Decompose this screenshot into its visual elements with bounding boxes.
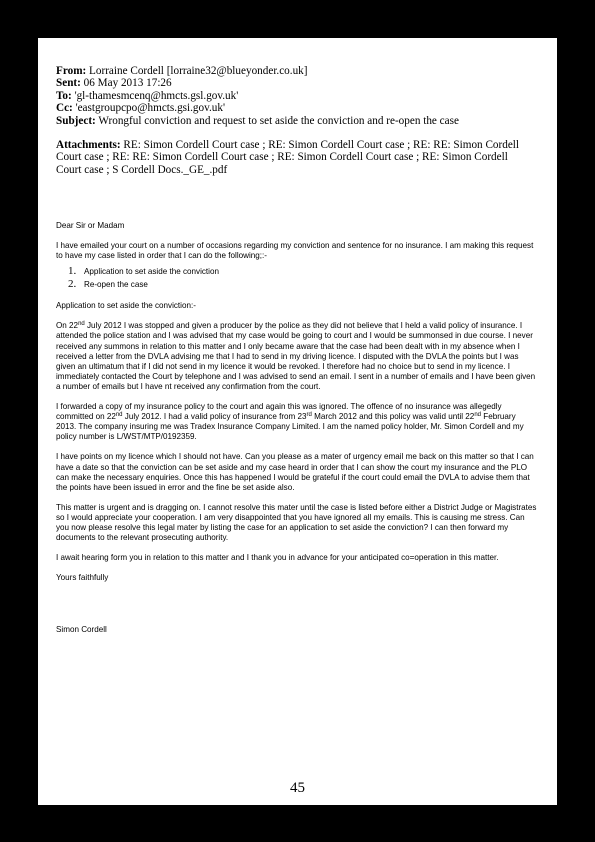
intro-paragraph: I have emailed your court on a number of occasions regarding my conviction and sentence for no insurance. I am making this request to have my case listed in order that I can do the following;:- (56, 241, 534, 261)
sent-value: 06 May 2013 17:26 (83, 77, 172, 90)
from-row: From: Lorraine Cordell [lorraine32@blueyonder.co.uk] (56, 65, 308, 77)
email-header (56, 65, 536, 176)
signature: Simon Cordell (56, 625, 107, 635)
cc-row: Cc: 'eastgroupcpo@hmcts.gsi.gov.uk' (56, 102, 225, 115)
from-value: Lorraine Cordell [lorraine32@blueyonder.co.uk] (89, 65, 308, 77)
to-value: 'gl-thamesmcenq@hmcts.gsl.gov.uk' (74, 89, 239, 102)
page-number: 45 (290, 780, 305, 796)
paragraph-1: On 22nd July 2012 I was stopped and given a producer by the police as they did not believe that I held a valid policy of insurance. I attended the police station and I was advised that my case would be going to court and I would be summonsed in due course. I never received any summons in relation to this matter and I only became aware that the case had been dealt with in my absence when I received a letter from the DVLA advising me that I had to send in my driving licence. I disputed with the DVLA the points but I was given an ultimatum that if I did not send in my licence it would be revoked. I therefore had no choice but to send in my licence. I immediately contacted the Court by telephone and I was advised to send an email. I sent in a number of emails and I have been given a number of emails but I have nt received any confirmation from the court. (56, 321, 536, 391)
sent-row: Sent: 06 May 2013 17:26 (56, 77, 172, 90)
subject-value: Wrongful conviction and request to set aside the conviction and re-open the case (98, 114, 459, 127)
attachments-row: Attachments: RE: Simon Cordell Court case ; RE: Simon Cordell Court case ; RE: RE: Simon Cordell Court case ; RE: RE: Simon Cordell Court case ; RE: Simon Cordell Court case ; RE: Simon Cordell Court case ; S Cordell Docs._GE_.pdf (56, 139, 520, 176)
attachments-value: RE: Simon Cordell Court case ; RE: Simon Cordell Court case ; RE: RE: Simon Cordell Court case ; RE: RE: Simon Cordell Court case ; RE: Simon Cordell Court case ; RE: Simon Cordell Court case ; S Cordell Docs._GE_.pdf (56, 139, 520, 176)
list-item: 1. Application to set aside the conviction (68, 265, 219, 278)
email-body (56, 221, 538, 635)
closing: Yours faithfully (56, 573, 109, 583)
paragraph-5: I await hearing form you in relation to this matter and I thank you in advance for your anticipated co=operation in this matter. (56, 553, 499, 563)
cc-value: 'eastgroupcpo@hmcts.gsi.gov.uk' (75, 102, 225, 115)
subject-row: Subject: Wrongful conviction and request to set aside the conviction and re-open the case (56, 114, 459, 127)
salutation: Dear Sir or Madam (56, 221, 125, 230)
document-page (38, 38, 557, 805)
section-heading: Application to set aside the conviction:- (56, 301, 196, 311)
paragraph-2: I forwarded a copy of my insurance policy to the court and again this was ignored. The offence of no insurance was allegedly committed on 22nd July 2012. I had a valid policy of insurance from 23rd March 2012 and this policy was valid until 22nd February 2013. The company insuring me was Tradex Insurance Company Limited. I am the named policy holder, Mr. Simon Cordell and my policy number is L/WST/MTP/0192359. (56, 402, 524, 442)
paragraph-3: I have points on my licence which I should not have. Can you please as a mater of urgency email me back on this matter so that I can have a date so that the conviction can be set aside and my case heard in order that I can show the court my insurance and the PLO can make the necessary enquiries. Once this has happened I would be grateful if the court could email the DVLA to advise them that the points have been issued in error and the fine be set aside also. (56, 452, 534, 492)
paragraph-4: This matter is urgent and is dragging on. I cannot resolve this mater until the case is listed before either a District Judge or Magistrates so I would appreciate your cooperation. I am very disappointed that you have ignored all my emails. This is causing me stress. Can you now please resolve this legal mater by listing the case for an application to set aside the conviction? I can then forward my documents to the relevant prosecuting authority. (56, 502, 537, 543)
list-item: 2. Re-open the case (68, 278, 148, 291)
request-list (56, 265, 538, 291)
to-row: To: 'gl-thamesmcenq@hmcts.gsl.gov.uk' (56, 89, 239, 102)
